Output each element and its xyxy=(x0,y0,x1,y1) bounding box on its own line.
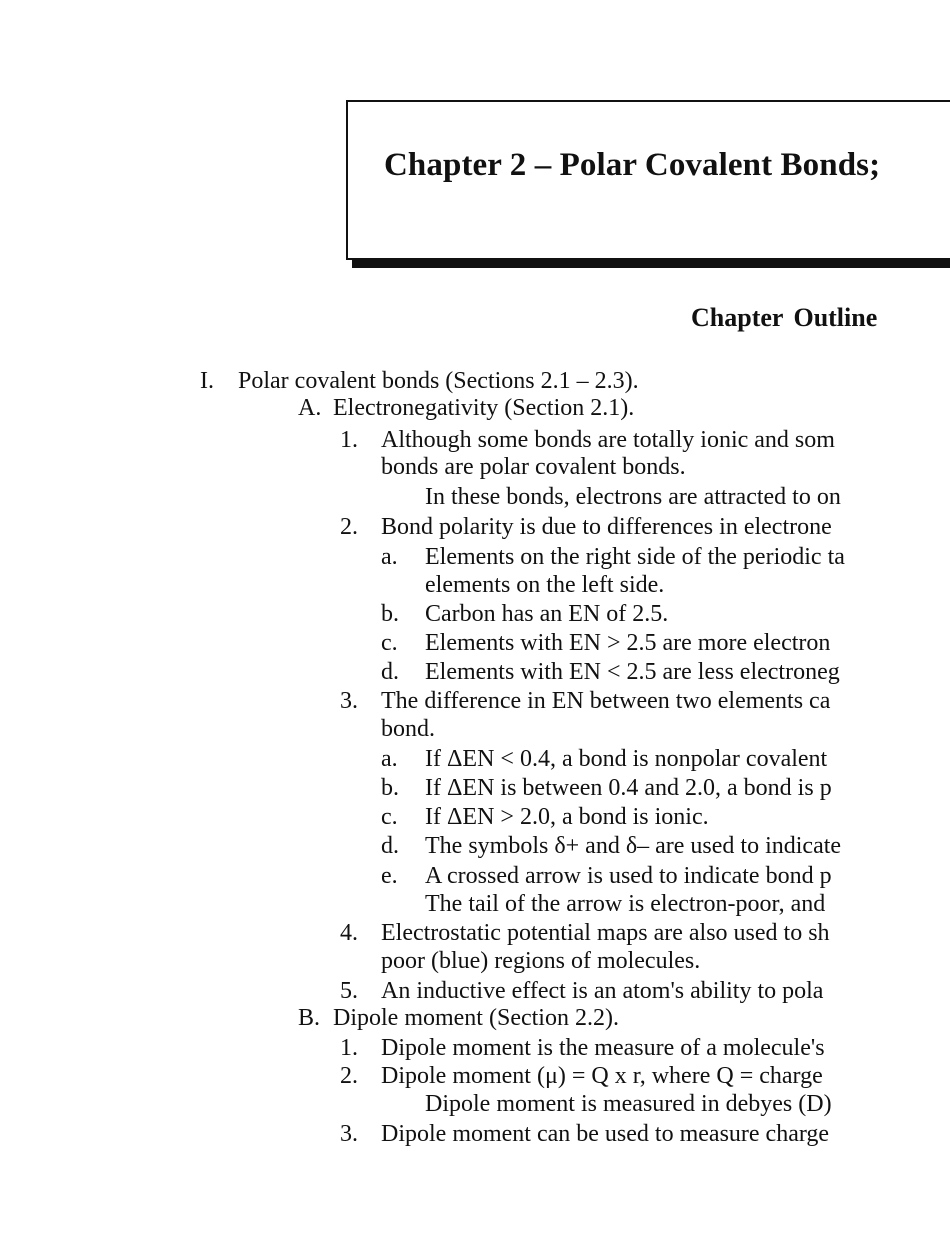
outline-number: 5. xyxy=(340,978,358,1004)
outline-number: 2. xyxy=(340,1063,358,1089)
outline-item-A3e xyxy=(381,863,832,889)
outline-item-A2d xyxy=(381,659,840,685)
outline-text: Carbon has an EN of 2.5. xyxy=(425,601,669,627)
outline-number: d. xyxy=(381,659,399,685)
outline-text: Although some bonds are totally ionic and som xyxy=(381,427,835,453)
outline-item-A4 xyxy=(340,920,830,946)
outline-number: 4. xyxy=(340,920,358,946)
outline-text: Dipole moment (Section 2.2). xyxy=(333,1005,619,1031)
outline-item-B3 xyxy=(340,1121,829,1147)
outline-number: B. xyxy=(298,1005,321,1031)
outline-item-A2b xyxy=(381,601,668,627)
outline-number: 3. xyxy=(340,688,358,714)
outline-item-I xyxy=(200,368,639,394)
outline-item-B1 xyxy=(340,1035,825,1061)
outline-number: e. xyxy=(381,863,398,889)
outline-text: Polar covalent bonds (Sections 2.1 – 2.3). xyxy=(238,368,639,394)
outline-text: bonds are polar covalent bonds. xyxy=(381,454,686,480)
outline-number: I. xyxy=(200,368,214,394)
outline-number: A. xyxy=(298,395,322,421)
outline-number: a. xyxy=(381,746,398,772)
outline-item-A3c xyxy=(381,804,709,830)
outline-number: 1. xyxy=(340,427,358,453)
outline-continuation xyxy=(381,716,435,742)
outline-text: Dipole moment (μ) = Q x r, where Q = charge xyxy=(381,1063,823,1089)
outline-text: Elements on the right side of the periodic ta xyxy=(425,544,845,570)
outline-item-B xyxy=(298,1005,619,1031)
outline-text: Dipole moment is the measure of a molecule's xyxy=(381,1035,825,1061)
outline-heading: Chapter Outline xyxy=(691,303,878,332)
outline-text: Electrostatic potential maps are also used to sh xyxy=(381,920,830,946)
outline-text: Elements with EN < 2.5 are less electroneg xyxy=(425,659,840,685)
outline-item-A3d xyxy=(381,833,841,859)
outline-continuation xyxy=(425,891,825,917)
outline-item-A5 xyxy=(340,978,823,1004)
outline-number: d. xyxy=(381,833,399,859)
outline-continuation xyxy=(425,572,664,598)
outline-text: An inductive effect is an atom's ability to pola xyxy=(381,978,824,1004)
outline-text: The difference in EN between two elements ca xyxy=(381,688,831,714)
outline-note xyxy=(425,1091,832,1117)
outline-note xyxy=(425,484,841,510)
outline-text: If ΔEN > 2.0, a bond is ionic. xyxy=(425,804,709,830)
outline-item-A xyxy=(298,395,634,421)
outline-number: b. xyxy=(381,601,399,627)
outline-number: b. xyxy=(381,775,399,801)
outline-text: If ΔEN < 0.4, a bond is nonpolar covalent xyxy=(425,746,828,772)
outline-text: Elements with EN > 2.5 are more electron xyxy=(425,630,831,656)
outline-item-B2 xyxy=(340,1063,823,1089)
outline-text: Dipole moment is measured in debyes (D) xyxy=(425,1091,832,1117)
outline-item-A2a xyxy=(381,544,845,570)
outline-number: 2. xyxy=(340,514,358,540)
outline-text: Dipole moment can be used to measure charge xyxy=(381,1121,830,1147)
outline-item-A3 xyxy=(340,688,830,714)
outline-item-A3a xyxy=(381,746,827,772)
outline-item-A2c xyxy=(381,630,830,656)
outline-number: c. xyxy=(381,804,398,830)
outline-item-A1 xyxy=(340,427,835,453)
outline-text: elements on the left side. xyxy=(425,572,665,598)
outline-number: 3. xyxy=(340,1121,358,1147)
outline-text: poor (blue) regions of molecules. xyxy=(381,948,701,974)
outline-text: bond. xyxy=(381,716,435,742)
chapter-title: Chapter 2 – Polar Covalent Bonds; xyxy=(384,147,881,183)
outline-text: A crossed arrow is used to indicate bond p xyxy=(425,863,832,889)
outline-text: In these bonds, electrons are attracted to on xyxy=(425,484,841,510)
outline-text: The tail of the arrow is electron-poor, and xyxy=(425,891,826,917)
outline-item-A3b xyxy=(381,775,832,801)
outline-number: a. xyxy=(381,544,398,570)
outline-continuation xyxy=(381,454,686,480)
outline-text: If ΔEN is between 0.4 and 2.0, a bond is p xyxy=(425,775,832,801)
outline-item-A2 xyxy=(340,514,832,540)
outline-text: The symbols δ+ and δ– are used to indicate xyxy=(425,833,842,859)
outline-text: Bond polarity is due to differences in electrone xyxy=(381,514,832,540)
outline-continuation xyxy=(381,948,700,974)
outline-text: Electronegativity (Section 2.1). xyxy=(333,395,635,421)
outline-number: c. xyxy=(381,630,398,656)
outline-number: 1. xyxy=(340,1035,358,1061)
